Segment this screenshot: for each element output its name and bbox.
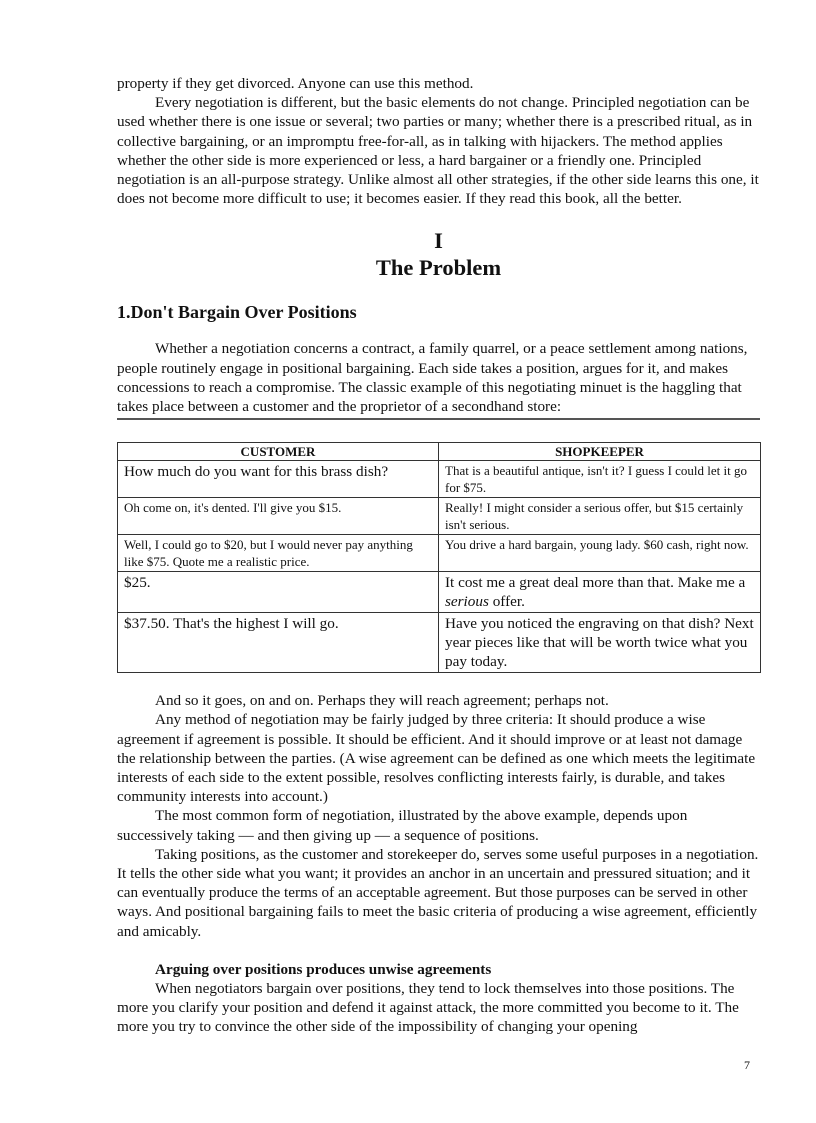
column-header-customer: CUSTOMER	[118, 443, 439, 461]
emphasized-word: serious	[445, 593, 489, 611]
page-number: 7	[744, 1058, 750, 1072]
customer-line: $25.	[118, 572, 439, 613]
table-row	[118, 498, 761, 535]
table-row	[118, 572, 761, 613]
shopkeeper-line: Have you noticed the engraving on that dish? Next year pieces like that will be worth twice what you pay today.	[439, 613, 761, 673]
shopkeeper-line: Really! I might consider a serious offer, but $15 certainly isn't serious.	[439, 498, 761, 535]
chapter-number: I	[434, 228, 443, 254]
spacer	[117, 323, 760, 339]
table-header-row	[118, 443, 761, 461]
table-row	[118, 613, 761, 673]
column-header-shopkeeper: SHOPKEEPER	[439, 443, 761, 461]
page-content	[117, 74, 760, 1037]
shopkeeper-text: offer.	[488, 593, 525, 611]
intro-paragraph: Every negotiation is different, but the basic elements do not change. Principled negotiation can be used whether there is one issue or several; two parties or many; whether there is a prescribed ritual, as in collective bargaining, or an impromptu free-for-all, as in talking with hijackers. The method applies whether the other side is more experienced or less, a hard bargainer or a friendly one. Principled negotiation is an all-purpose strategy. Unlike almost all other strategies, if the other side learns this one, it does not become more difficult to use; it becomes easier. If they read this book, all the better.	[117, 94, 759, 208]
customer-line: How much do you want for this brass dish?	[118, 461, 439, 498]
table-row	[118, 535, 761, 572]
section-title: 1.Don't Bargain Over Positions	[117, 302, 357, 323]
customer-line: Well, I could go to $20, but I would never pay anything like $75. Quote me a realistic price.	[118, 535, 439, 572]
shopkeeper-text: It cost me a great deal more than that. Make me a	[445, 574, 746, 592]
shopkeeper-line	[439, 572, 761, 613]
dialog-table	[117, 442, 761, 673]
table-row	[118, 461, 761, 498]
body-paragraph: The most common form of negotiation, illustrated by the above example, depends upon successively taking — and then giving up — a sequence of positions.	[117, 807, 688, 844]
body-paragraph: Taking positions, as the customer and storekeeper do, serves some useful purposes in a negotiation. It tells the other side what you want; it provides an anchor in an uncertain and pressured situation; and it can eventually produce the terms of an acceptable agreement. But those purposes can be served in other ways. And positional bargaining fails to meet the basic criteria of producing a wise agreement, efficiently and amicably.	[117, 845, 759, 940]
spacer	[117, 941, 760, 960]
chapter-title: The Problem	[375, 255, 502, 281]
section-paragraph: Whether a negotiation concerns a contract, a family quarrel, or a peace settlement among nations, people routinely engage in positional bargaining. Each side takes a position, argues for it, and makes concessions to reach a compromise. The classic example of this negotiating minuet is the haggling that takes place between a customer and the proprietor of a secondhand store:	[117, 340, 748, 416]
shopkeeper-line: That is a beautiful antique, isn't it? I guess I could let it go for $75.	[439, 461, 761, 498]
customer-line: $37.50. That's the highest I will go.	[118, 613, 439, 673]
shopkeeper-line: You drive a hard bargain, young lady. $60 cash, right now.	[439, 535, 761, 572]
body-paragraph: Any method of negotiation may be fairly judged by three criteria: It should produce a wise agreement if agreement is possible. It should be efficient. And it should improve or at least not damage the relationship between the parties. (A wise agreement can be defined as one which meets the legitimate interests of each side to the extent possible, resolves conflicting interests fairly, is durable, and takes community interests into account.)	[117, 711, 756, 806]
customer-line: Oh come on, it's dented. I'll give you $15.	[118, 498, 439, 535]
subheading: Arguing over positions produces unwise agreements	[155, 960, 492, 978]
intro-paragraph-continued: property if they get divorced. Anyone can use this method.	[117, 75, 474, 92]
body-paragraph: When negotiators bargain over positions, they tend to lock themselves into those positions. The more you clarify your position and defend it against attack, the more committed you become to it. The more you try to convince the other side of the impossibility of changing your opening	[117, 980, 739, 1036]
body-paragraph: And so it goes, on and on. Perhaps they will reach agreement; perhaps not.	[155, 692, 609, 710]
divider-rule	[117, 418, 760, 420]
